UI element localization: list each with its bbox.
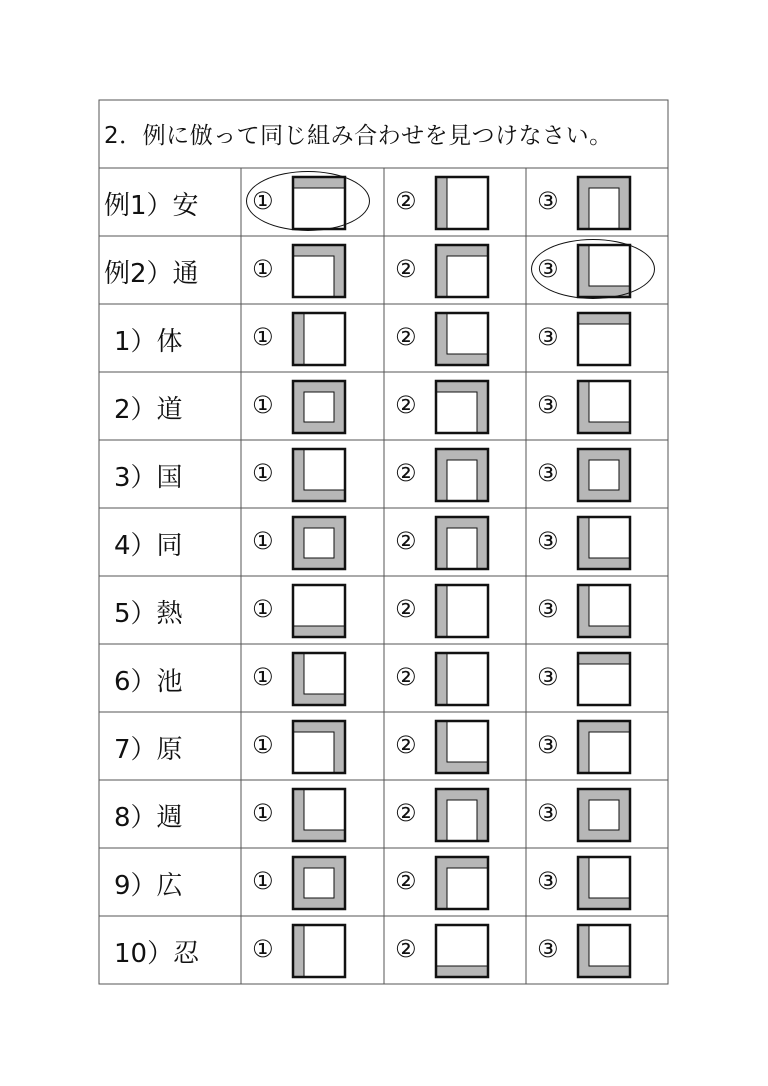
row-label: 例1）安 bbox=[104, 191, 199, 221]
option-number: ③ bbox=[537, 595, 559, 623]
option-number: ① bbox=[252, 255, 274, 283]
option-box-arch[interactable] bbox=[436, 449, 488, 501]
option-number: ③ bbox=[537, 187, 559, 215]
option-number: ③ bbox=[537, 255, 559, 283]
option-number: ① bbox=[252, 459, 274, 487]
option-box-top[interactable] bbox=[578, 313, 630, 365]
option-number: ② bbox=[395, 663, 417, 691]
option-number: ② bbox=[395, 731, 417, 759]
option-number: ③ bbox=[537, 527, 559, 555]
option-box-L[interactable] bbox=[578, 925, 630, 977]
option-number: ② bbox=[395, 255, 417, 283]
option-box-bottom[interactable] bbox=[436, 925, 488, 977]
option-number: ① bbox=[252, 799, 274, 827]
page-title: 2．例に倣って同じ組み合わせを見つけなさい。 bbox=[104, 123, 613, 149]
option-box-arch[interactable] bbox=[436, 517, 488, 569]
option-number: ① bbox=[252, 187, 274, 215]
option-box-arch[interactable] bbox=[436, 789, 488, 841]
answer-circle bbox=[246, 171, 370, 231]
option-box-topleft[interactable] bbox=[578, 721, 630, 773]
option-box-full[interactable] bbox=[293, 381, 345, 433]
row-label: 3）国 bbox=[114, 463, 183, 493]
option-box-L[interactable] bbox=[293, 789, 345, 841]
option-box-topleft[interactable] bbox=[436, 857, 488, 909]
option-box-topright[interactable] bbox=[293, 721, 345, 773]
option-number: ① bbox=[252, 867, 274, 895]
row-label: 4）同 bbox=[114, 531, 183, 561]
option-number: ③ bbox=[537, 799, 559, 827]
row-label: 7）原 bbox=[114, 735, 183, 765]
option-number: ① bbox=[252, 323, 274, 351]
row-label: 2）道 bbox=[114, 395, 183, 425]
option-number: ③ bbox=[537, 731, 559, 759]
option-box-L[interactable] bbox=[578, 381, 630, 433]
option-number: ③ bbox=[537, 459, 559, 487]
option-number: ② bbox=[395, 595, 417, 623]
option-box-full[interactable] bbox=[293, 517, 345, 569]
option-number: ② bbox=[395, 323, 417, 351]
option-box-topright[interactable] bbox=[293, 245, 345, 297]
option-number: ③ bbox=[537, 391, 559, 419]
option-number: ③ bbox=[537, 935, 559, 963]
option-number: ② bbox=[395, 935, 417, 963]
option-box-left[interactable] bbox=[436, 177, 488, 229]
row-label: 5）熱 bbox=[114, 599, 183, 629]
option-box-L[interactable] bbox=[436, 721, 488, 773]
row-label: 9）広 bbox=[114, 871, 183, 901]
option-box-full[interactable] bbox=[578, 789, 630, 841]
option-number: ② bbox=[395, 391, 417, 419]
option-number: ② bbox=[395, 459, 417, 487]
option-box-L[interactable] bbox=[578, 517, 630, 569]
option-number: ③ bbox=[537, 663, 559, 691]
option-box-arch[interactable] bbox=[578, 177, 630, 229]
option-box-L[interactable] bbox=[293, 449, 345, 501]
option-box-left[interactable] bbox=[293, 313, 345, 365]
row-label: 1）体 bbox=[114, 327, 183, 357]
option-box-full[interactable] bbox=[578, 449, 630, 501]
row-label: 10）忍 bbox=[114, 939, 200, 969]
option-number: ② bbox=[395, 799, 417, 827]
row-label: 8）週 bbox=[114, 803, 183, 833]
option-number: ② bbox=[395, 187, 417, 215]
option-number: ③ bbox=[537, 323, 559, 351]
option-box-left[interactable] bbox=[436, 653, 488, 705]
option-number: ① bbox=[252, 731, 274, 759]
option-box-left[interactable] bbox=[293, 925, 345, 977]
option-box-L[interactable] bbox=[578, 585, 630, 637]
option-box-left[interactable] bbox=[436, 585, 488, 637]
option-number: ① bbox=[252, 527, 274, 555]
option-number: ① bbox=[252, 391, 274, 419]
option-box-L[interactable] bbox=[578, 857, 630, 909]
option-box-L[interactable] bbox=[436, 313, 488, 365]
row-label: 例2）通 bbox=[104, 259, 199, 289]
row-label: 6）池 bbox=[114, 667, 183, 697]
option-box-topright[interactable] bbox=[436, 381, 488, 433]
option-box-full[interactable] bbox=[293, 857, 345, 909]
option-box-top[interactable] bbox=[578, 653, 630, 705]
option-box-bottom[interactable] bbox=[293, 585, 345, 637]
option-box-topleft[interactable] bbox=[436, 245, 488, 297]
option-number: ① bbox=[252, 935, 274, 963]
option-number: ① bbox=[252, 595, 274, 623]
option-number: ② bbox=[395, 527, 417, 555]
answer-circle bbox=[531, 239, 655, 299]
option-number: ② bbox=[395, 867, 417, 895]
option-box-L[interactable] bbox=[293, 653, 345, 705]
option-number: ① bbox=[252, 663, 274, 691]
option-number: ③ bbox=[537, 867, 559, 895]
